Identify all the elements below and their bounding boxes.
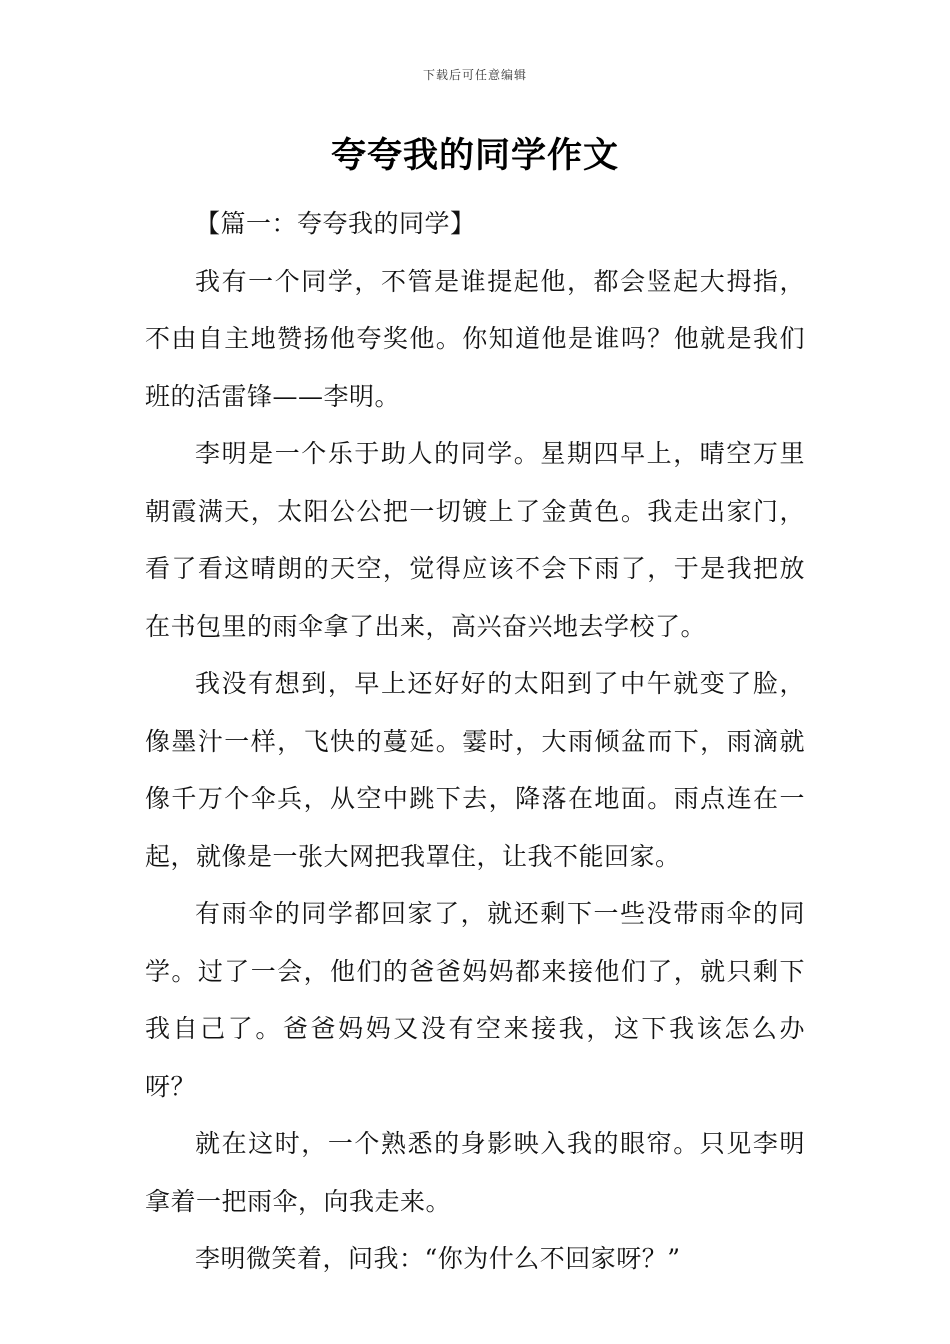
section-heading: 【篇一：夸夸我的同学】: [195, 209, 476, 238]
document-body: [145, 195, 805, 1288]
document-title: 夸夸我的同学作文: [330, 136, 619, 176]
paragraph: 我有一个同学，不管是谁提起他，都会竖起大拇指，不由自主地赞扬他夸奖他。你知道他是谁吗？他就是我们班的活雷锋——李明。: [145, 266, 805, 411]
header-note: 下载后可任意编辑: [422, 68, 527, 82]
paragraph: 有雨伞的同学都回家了，就还剩下一些没带雨伞的同学。过了一会，他们的爸爸妈妈都来接他们了，就只剩下我自己了。爸爸妈妈又没有空来接我，这下我该怎么办呀？: [145, 899, 805, 1101]
paragraph: 就在这时，一个熟悉的身影映入我的眼帘。只见李明拿着一把雨伞，向我走来。: [145, 1129, 805, 1216]
paragraph: 我没有想到，早上还好好的太阳到了中午就变了脸，像墨汁一样，飞快的蔓延。霎时，大雨倾盆而下，雨滴就像千万个伞兵，从空中跳下去，降落在地面。雨点连在一起，就像是一张大网把我罩住，让我不能回家。: [145, 669, 805, 871]
paragraph: 李明微笑着，问我：“你为什么不回家呀？”: [195, 1244, 681, 1273]
paragraph: 李明是一个乐于助人的同学。星期四早上，晴空万里朝霞满天，太阳公公把一切镀上了金黄色。我走出家门，看了看这晴朗的天空，觉得应该不会下雨了，于是我把放在书包里的雨伞拿了出来，高兴奋兴地去学校了。: [145, 439, 805, 641]
